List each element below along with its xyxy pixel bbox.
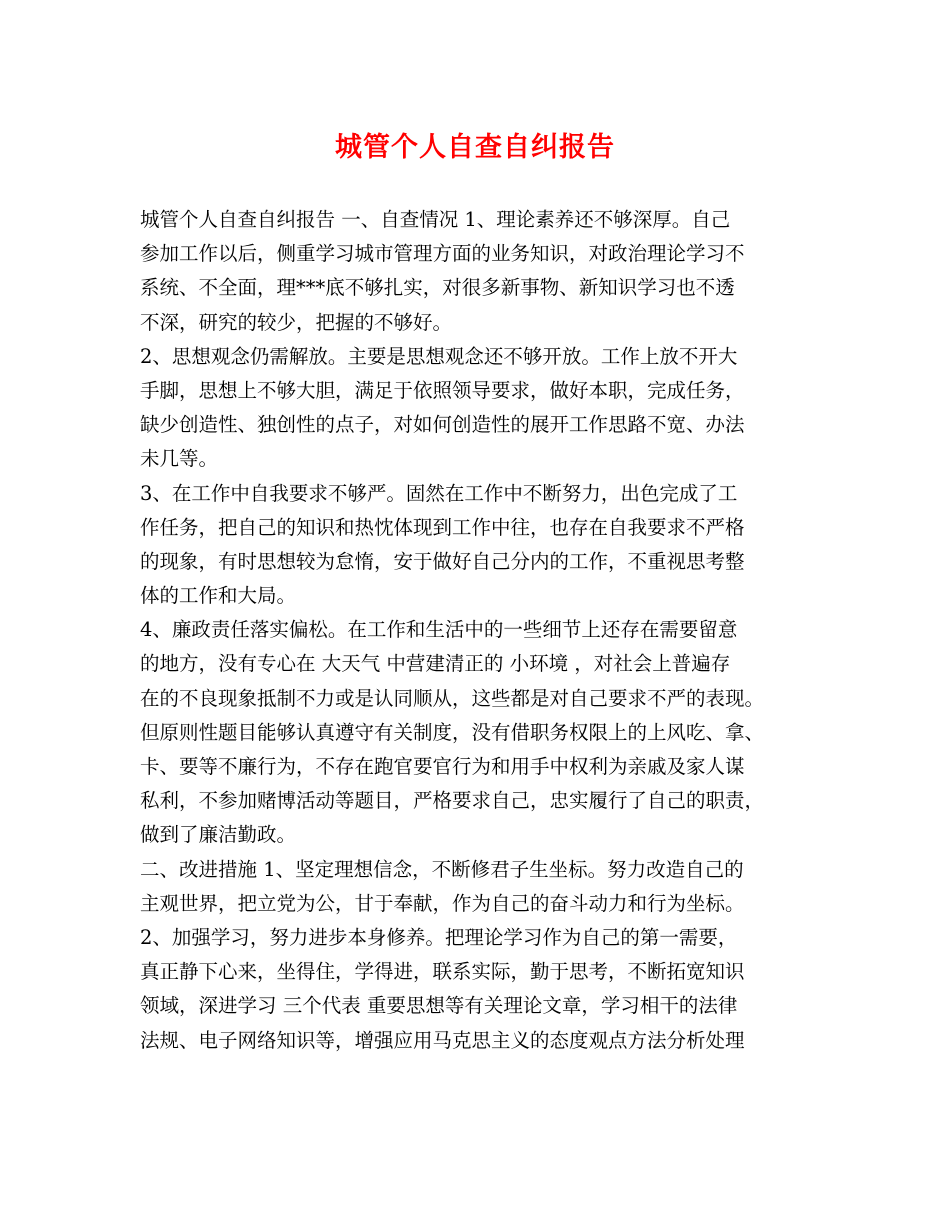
body-line: 的地方，没有专心在 大天气 中营建清正的 小环境 ，对社会上普遍存	[140, 652, 731, 676]
body-line: 4、廉政责任落实偏松。在工作和生活中的一些细节上还存在需要留意	[140, 618, 738, 642]
body-line: 手脚，思想上不够大胆，满足于依照领导要求，做好本职，完成任务，	[140, 378, 745, 402]
body-line: 系统、不全面，理***底不够扎实，对很多新事物、新知识学习也不透	[140, 276, 735, 300]
body-line: 在的不良现象抵制不力或是认同顺从，这些都是对自己要求不严的表现。	[140, 686, 765, 710]
body-line: 卡、要等不廉行为，不存在跑官要官行为和用手中权利为亲戚及家人谋	[140, 755, 745, 778]
body-line: 2、加强学习，努力进步本身修养。把理论学习作为自己的第一需要，	[140, 925, 738, 949]
body-line: 体的工作和大局。	[140, 584, 297, 608]
document-body	[140, 203, 812, 1058]
document-title: 城管个人自查自纠报告	[335, 132, 615, 163]
body-line: 的现象，有时思想较为怠惰，安于做好自己分内的工作，不重视思考整	[140, 549, 745, 573]
body-line: 做到了廉洁勤政。	[140, 823, 297, 847]
body-line: 作任务，把自己的知识和热忱体现到工作中往，也存在自我要求不严格	[140, 515, 745, 539]
body-line: 私利，不参加赌博活动等题目，严格要求自己，忠实履行了自己的职责，	[140, 789, 765, 813]
body-line: 未几等。	[140, 447, 219, 471]
body-line: 参加工作以后，侧重学习城市管理方面的业务知识，对政治理论学习不	[140, 242, 745, 266]
body-line: 不深，研究的较少，把握的不够好。	[140, 310, 453, 334]
body-line: 法规、电子网络知识等，增强应用马克思主义的态度观点方法分析处理	[140, 1028, 745, 1052]
body-line: 2、思想观念仍需解放。主要是思想观念还不够开放。工作上放不开大	[140, 344, 738, 368]
body-line: 3、在工作中自我要求不够严。固然在工作中不断努力，出色完成了工	[140, 481, 738, 505]
body-line: 二、改进措施 1、坚定理想信念，不断修君子生坐标。努力改造自己的	[140, 857, 744, 881]
body-line: 真正静下心来，坐得住，学得进，联系实际，勤于思考，不断拓宽知识	[140, 960, 745, 984]
body-line: 但原则性题目能够认真遵守有关制度，没有借职务权限上的上风吃、拿、	[140, 720, 765, 744]
body-line: 城管个人自查自纠报告 一、自查情况 1、理论素养还不够深厚。自己	[140, 208, 731, 231]
body-line: 缺少创造性、独创性的点子，对如何创造性的展开工作思路不宽、办法	[140, 413, 745, 437]
body-line: 领域，深进学习 三个代表 重要思想等有关理论文章，学习相干的法律	[140, 994, 738, 1018]
body-line: 主观世界，把立党为公，甘于奉献，作为自己的奋斗动力和行为坐标。	[140, 891, 745, 915]
